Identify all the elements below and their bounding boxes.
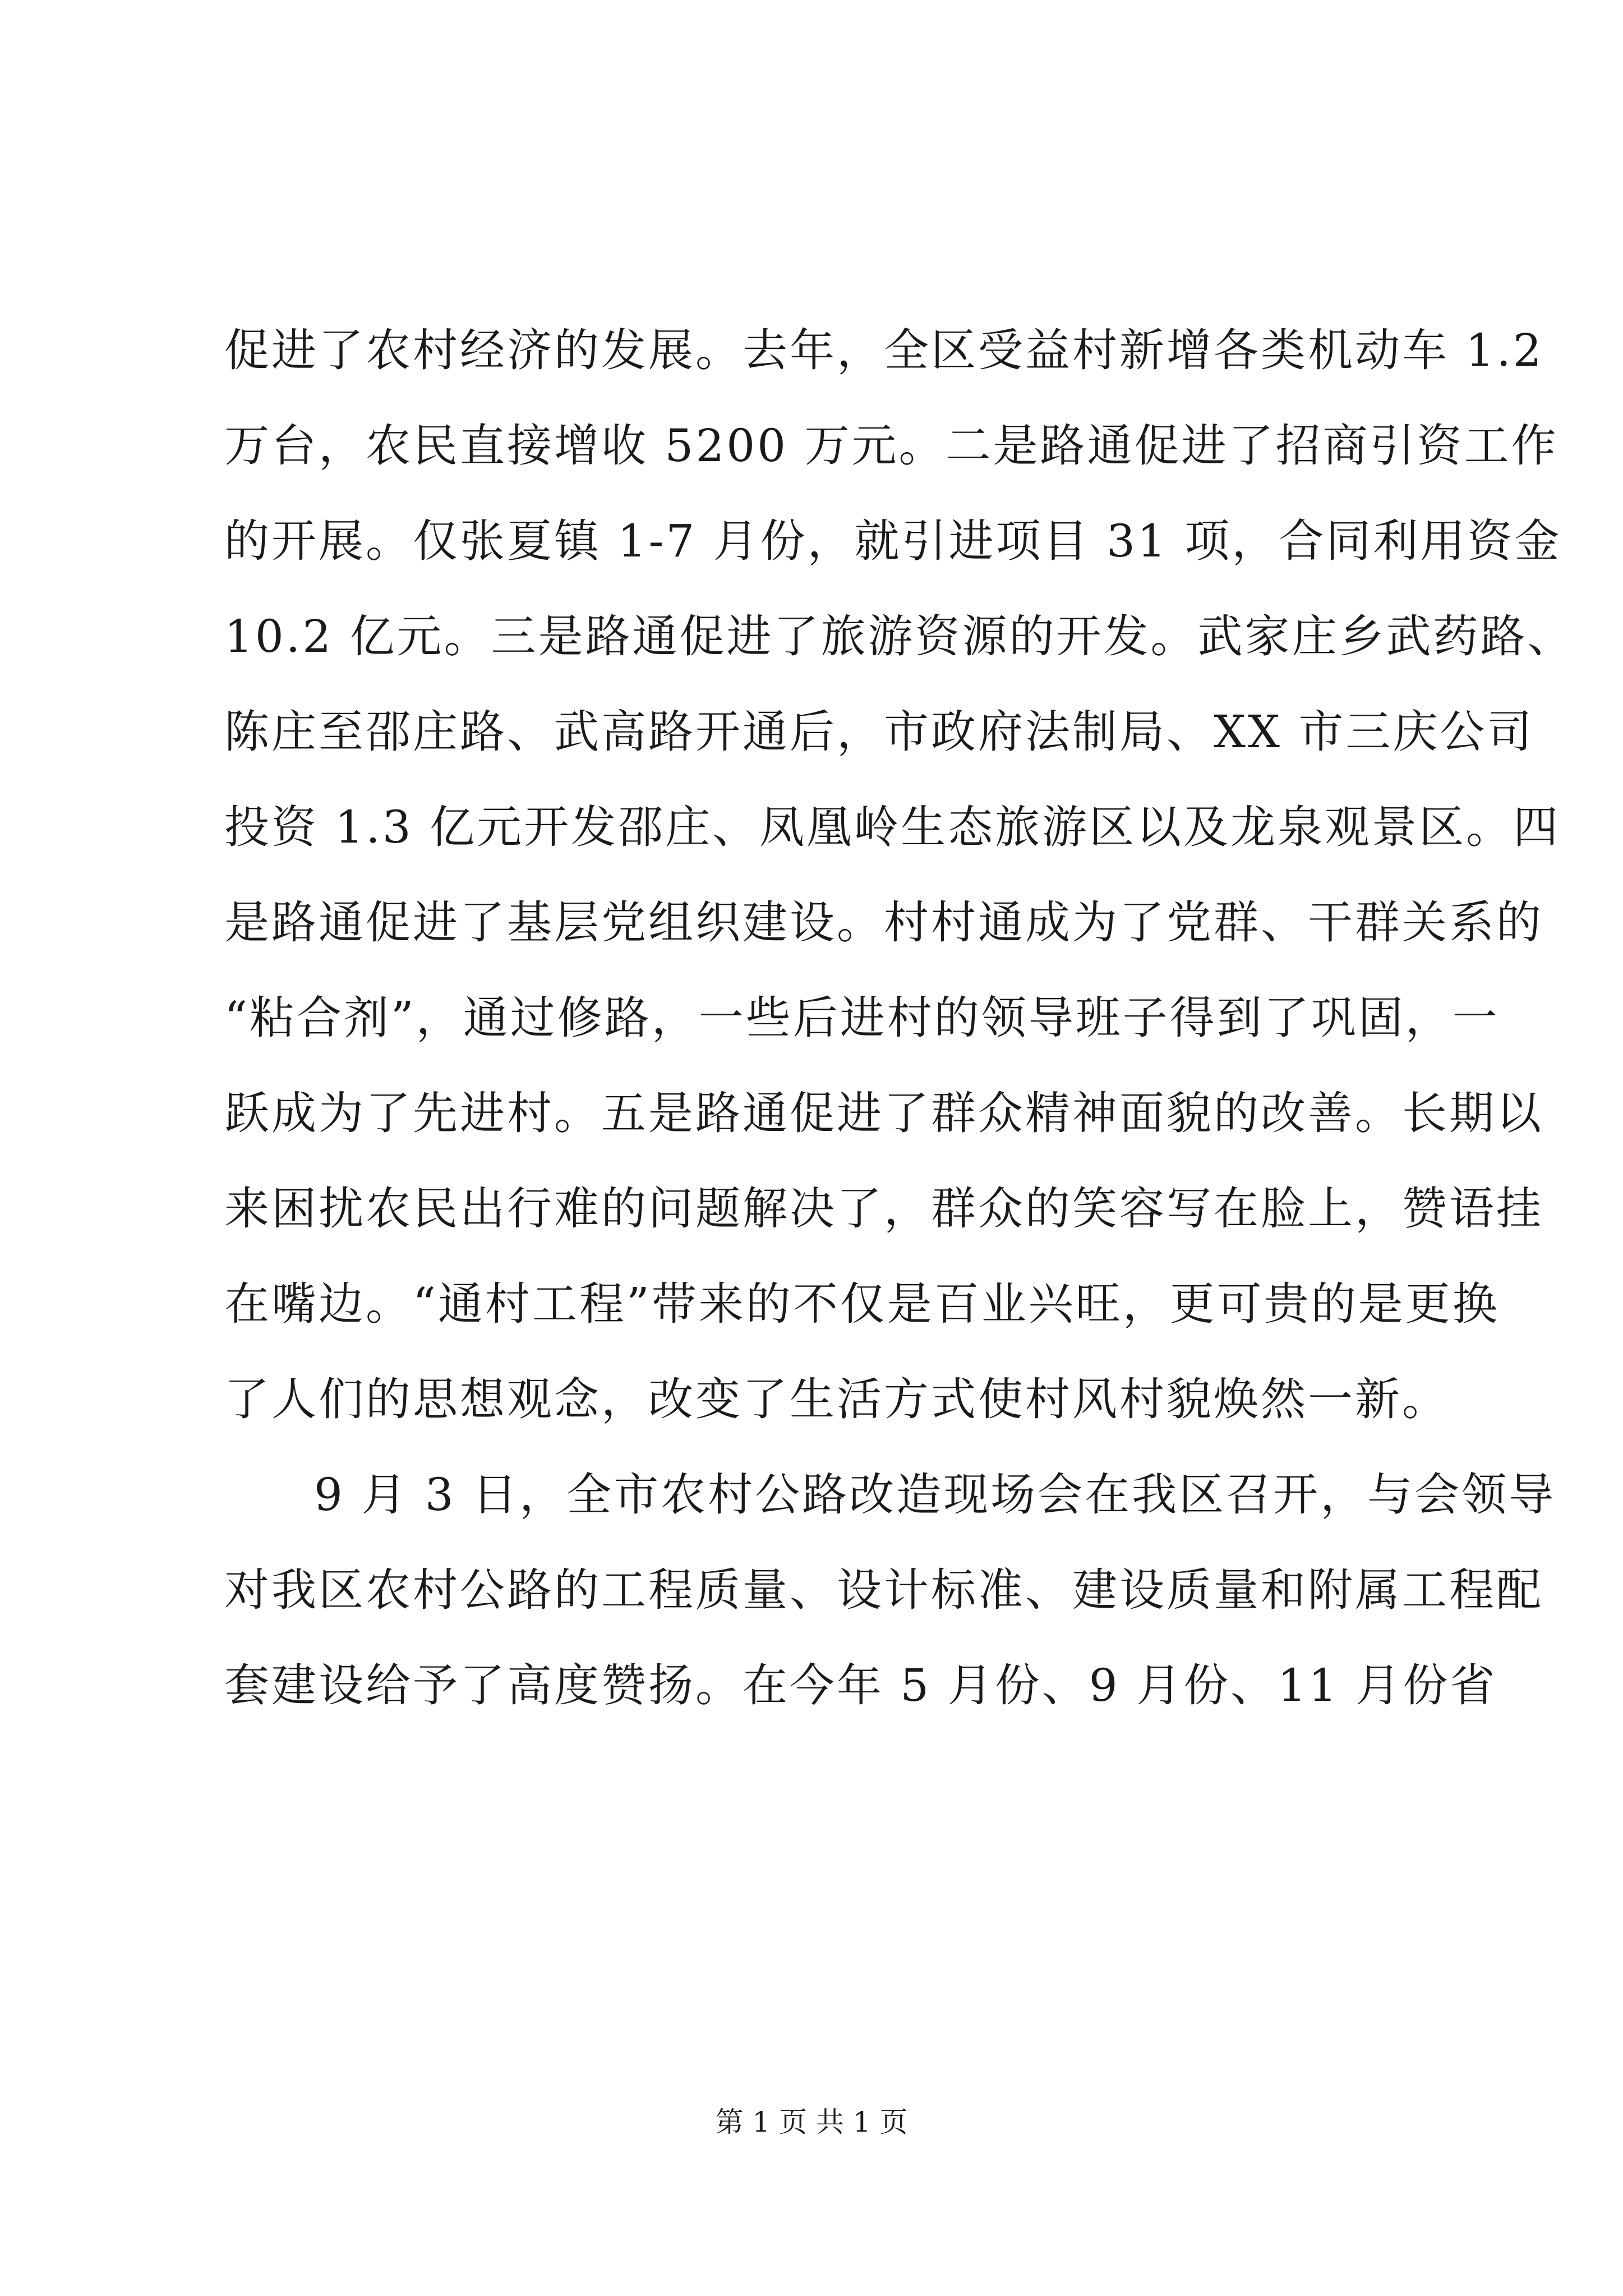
text-line: 万台，农民直接增收 5200 万元。二是路通促进了招商引资工作 <box>224 420 1559 472</box>
text-line: 是路通促进了基层党组织建设。村村通成为了党群、干群关系的 <box>224 896 1543 949</box>
text-line: 套建设给予了高度赞扬。在今年 5 月份、9 月份、11 月份省 <box>224 1659 1497 1711</box>
body-text <box>224 303 1575 1733</box>
text-line: 的开展。仅张夏镇 1-7 月份，就引进项目 31 项，合同利用资金 <box>224 515 1562 567</box>
text-line: 对我区农村公路的工程质量、设计标准、建设质量和附属工程配 <box>224 1564 1543 1616</box>
page-number-footer: 第 1 页 共 1 页 <box>715 2106 908 2138</box>
text-line: 促进了农村经济的发展。去年，全区受益村新增各类机动车 1.2 <box>224 324 1544 376</box>
text-line: 跃成为了先进村。五是路通促进了群众精神面貌的改善。长期以 <box>224 1087 1543 1139</box>
paragraph-first-line: 9 月 3 日，全市农村公路改造现场会在我区召开，与会领导 <box>314 1469 1556 1521</box>
text-line: 陈庄至邵庄路、武高路开通后，市政府法制局、XX 市三庆公司 <box>224 706 1534 758</box>
text-line: 在嘴边。“通村工程”带来的不仅是百业兴旺，更可贵的是更换 <box>224 1278 1500 1330</box>
text-line: 投资 1.3 亿元开发邵庄、凤凰岭生态旅游区以及龙泉观景区。四 <box>224 801 1561 853</box>
text-line: 来困扰农民出行难的问题解决了，群众的笑容写在脸上，赞语挂 <box>224 1182 1543 1235</box>
text-line: 10.2 亿元。三是路通促进了旅游资源的开发。武家庄乡武药路、 <box>224 610 1575 662</box>
text-line: “粘合剂”，通过修路，一些后进村的领导班子得到了巩固，一 <box>224 992 1500 1044</box>
text-line: 了人们的思想观念，改变了生活方式使村风村貌焕然一新。 <box>224 1373 1449 1425</box>
